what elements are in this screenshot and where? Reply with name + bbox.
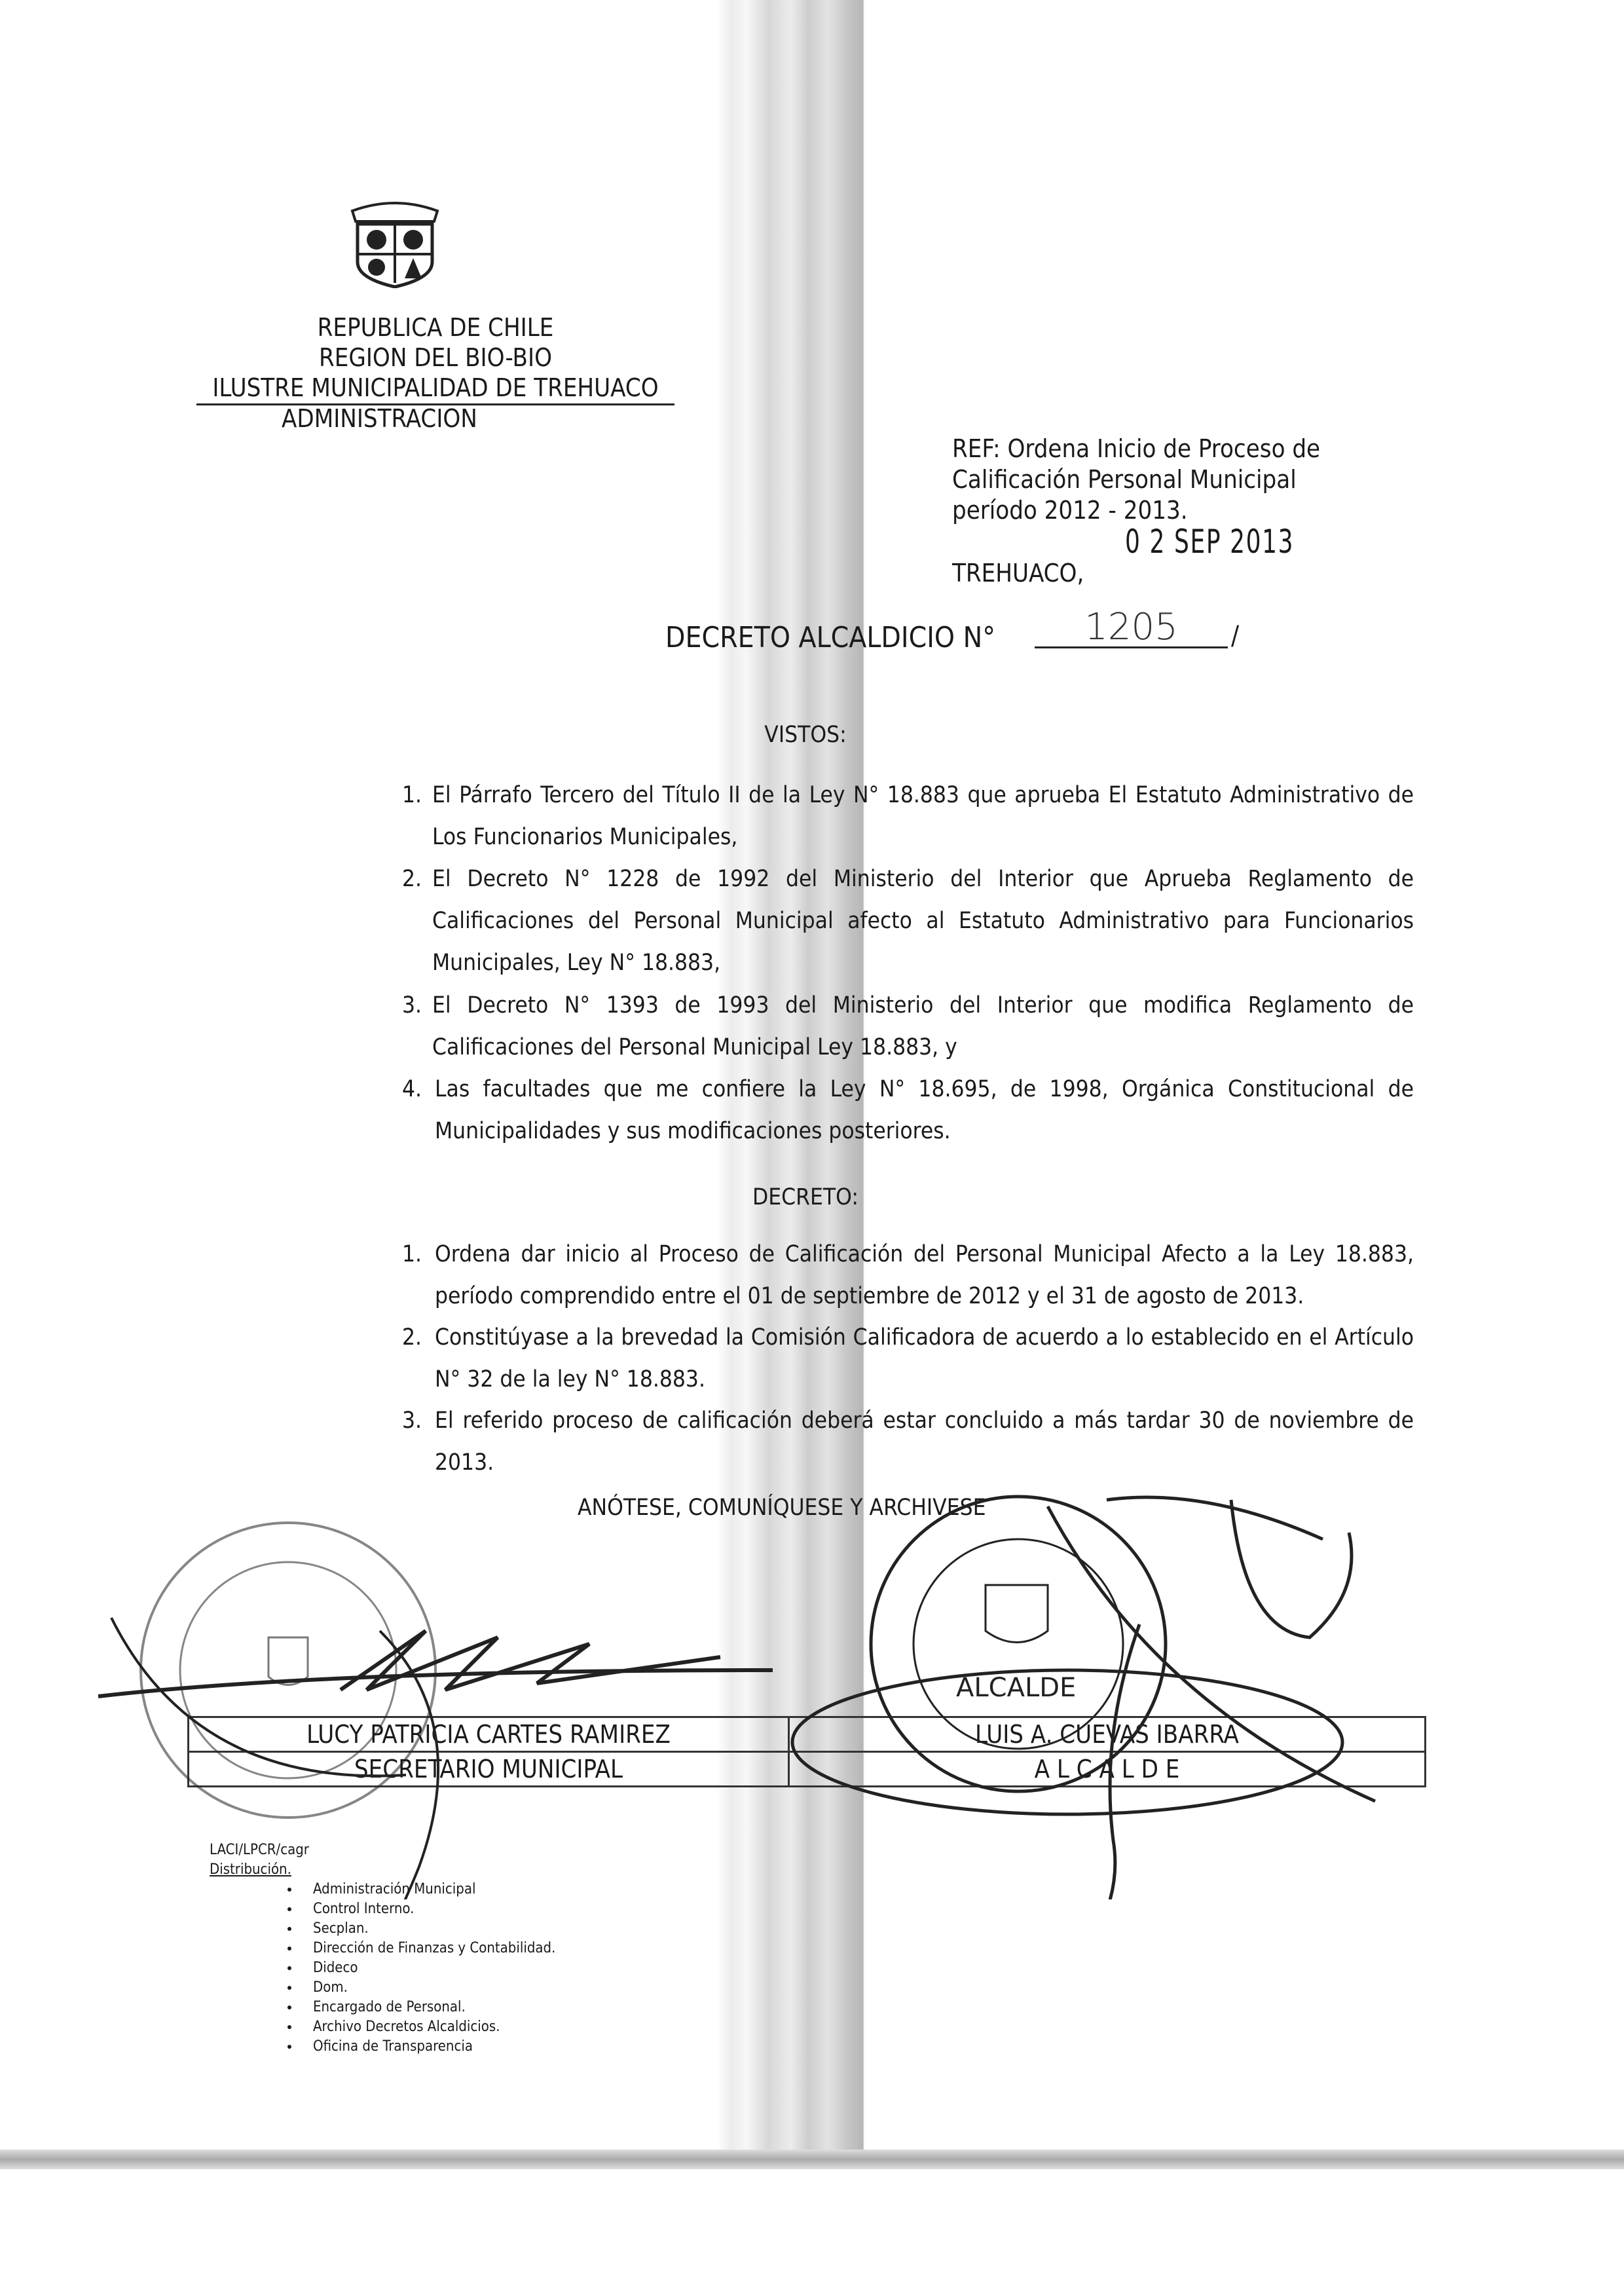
secretary-stamp [141, 1523, 435, 1818]
svg-text:ALCALDE: ALCALDE [956, 1673, 1077, 1703]
distribution-item: • Administración Municipal [300, 1880, 555, 1899]
vistos-item [402, 774, 1414, 859]
decreto-heading: DECRETO: [752, 1184, 858, 1210]
distribution-item: • Secplan. [300, 1919, 555, 1939]
item-text: Las facultades que me confiere la Ley N° 18.695, de 1998, Orgánica Constitucional de Municipalidades y sus modificaciones posteriores. [435, 1076, 1414, 1144]
decree-title-label: DECRETO ALCALDICIO N° [665, 621, 996, 654]
item-number: 4. [402, 1076, 422, 1102]
header-line-republica: REPUBLICA DE CHILE [317, 313, 554, 342]
right-signer-title: A L C A L D E [789, 1752, 1426, 1787]
right-signer-name: LUIS A. CUEVAS IBARRA [789, 1717, 1426, 1752]
distribution-heading: Distribución. [210, 1861, 291, 1878]
ref-line-2: Calificación Personal Municipal [952, 465, 1297, 494]
header-line-municipalidad: ILUSTRE MUNICIPALIDAD DE TREHUACO [196, 373, 674, 405]
decreto-item [402, 1400, 1414, 1485]
item-text: El referido proceso de calificación deberá estar concluido a más tardar 30 de noviembre de 2013. [435, 1408, 1414, 1476]
scan-bottom-band [0, 2150, 1624, 2169]
vistos-item [402, 1068, 1414, 1153]
item-number: 1. [402, 782, 422, 808]
decreto-item [402, 1233, 1414, 1318]
item-text: Constitúyase a la brevedad la Comisión Calificadora de acuerdo a lo establecido en el Artículo N° 32 de la ley N° 18.883. [435, 1324, 1414, 1392]
item-text: El Decreto N° 1228 de 1992 del Ministerio del Interior que Aprueba Reglamento de Calificaciones del Personal Municipal afecto al Estatuto Administrativo para Funcionarios Municipales, Ley N° 18.883, [432, 866, 1414, 976]
vistos-heading: VISTOS: [764, 722, 847, 748]
distribution-item: • Oficina de Transparencia [300, 2037, 555, 2057]
item-number: 3. [402, 992, 422, 1018]
item-number: 3. [402, 1408, 422, 1434]
item-text: El Decreto N° 1393 de 1993 del Ministerio del Interior que modifica Reglamento de Calificaciones del Personal Municipal Ley 18.883, y [432, 992, 1414, 1060]
closing-formula: ANÓTESE, COMUNÍQUESE Y ARCHIVESE [578, 1495, 986, 1521]
left-signer-title: SECRETARIO MUNICIPAL [189, 1752, 789, 1787]
item-number: 1. [402, 1241, 422, 1267]
header-line-administracion: ADMINISTRACION [282, 404, 477, 433]
vistos-item [402, 858, 1414, 986]
distribution-block [210, 1840, 555, 2057]
ref-line-3: período 2012 - 2013. [952, 496, 1188, 525]
decreto-item [402, 1316, 1414, 1402]
distribution-item: • Control Interno. [300, 1899, 555, 1919]
left-signer-name: LUCY PATRICIA CARTES RAMIREZ [189, 1717, 789, 1752]
ref-place: TREHUACO, [952, 559, 1084, 588]
vistos-item [402, 984, 1414, 1070]
distribution-item: • Archivo Decretos Alcaldicios. [300, 2017, 555, 2037]
item-text: Ordena dar inicio al Proceso de Calificación del Personal Municipal Afecto a la Ley 18.883, período comprendido entre el 01 de septiembre de 2012 y el 31 de agosto de 2013. [435, 1241, 1414, 1309]
ref-line-1: REF: Ordena Inicio de Proceso de [952, 434, 1321, 463]
item-number: 2. [402, 866, 422, 892]
distribution-list [210, 1880, 555, 2057]
municipal-crest-logo [339, 196, 451, 288]
distribution-item: • Dom. [300, 1978, 555, 1998]
header-line-region: REGION DEL BIO-BIO [319, 343, 552, 372]
stamps-and-signatures [0, 1474, 1624, 1899]
item-number: 2. [402, 1324, 422, 1351]
reference-initials: LACI/LPCR/cagr [210, 1842, 309, 1858]
mayor-stamp [871, 1497, 1166, 1791]
item-text: El Párrafo Tercero del Título II de la Ley N° 18.883 que aprueba El Estatuto Administrativo de Los Funcionarios Municipales, [432, 782, 1414, 850]
distribution-item: • Dirección de Finanzas y Contabilidad. [300, 1939, 555, 1958]
distribution-item: • Encargado de Personal. [300, 1998, 555, 2017]
date-stamp: 0 2 SEP 2013 [1125, 523, 1295, 561]
decree-number-handwritten: 1205 [1035, 606, 1228, 648]
distribution-item: • Dideco [300, 1958, 555, 1978]
decree-title-suffix: / [1231, 621, 1240, 651]
